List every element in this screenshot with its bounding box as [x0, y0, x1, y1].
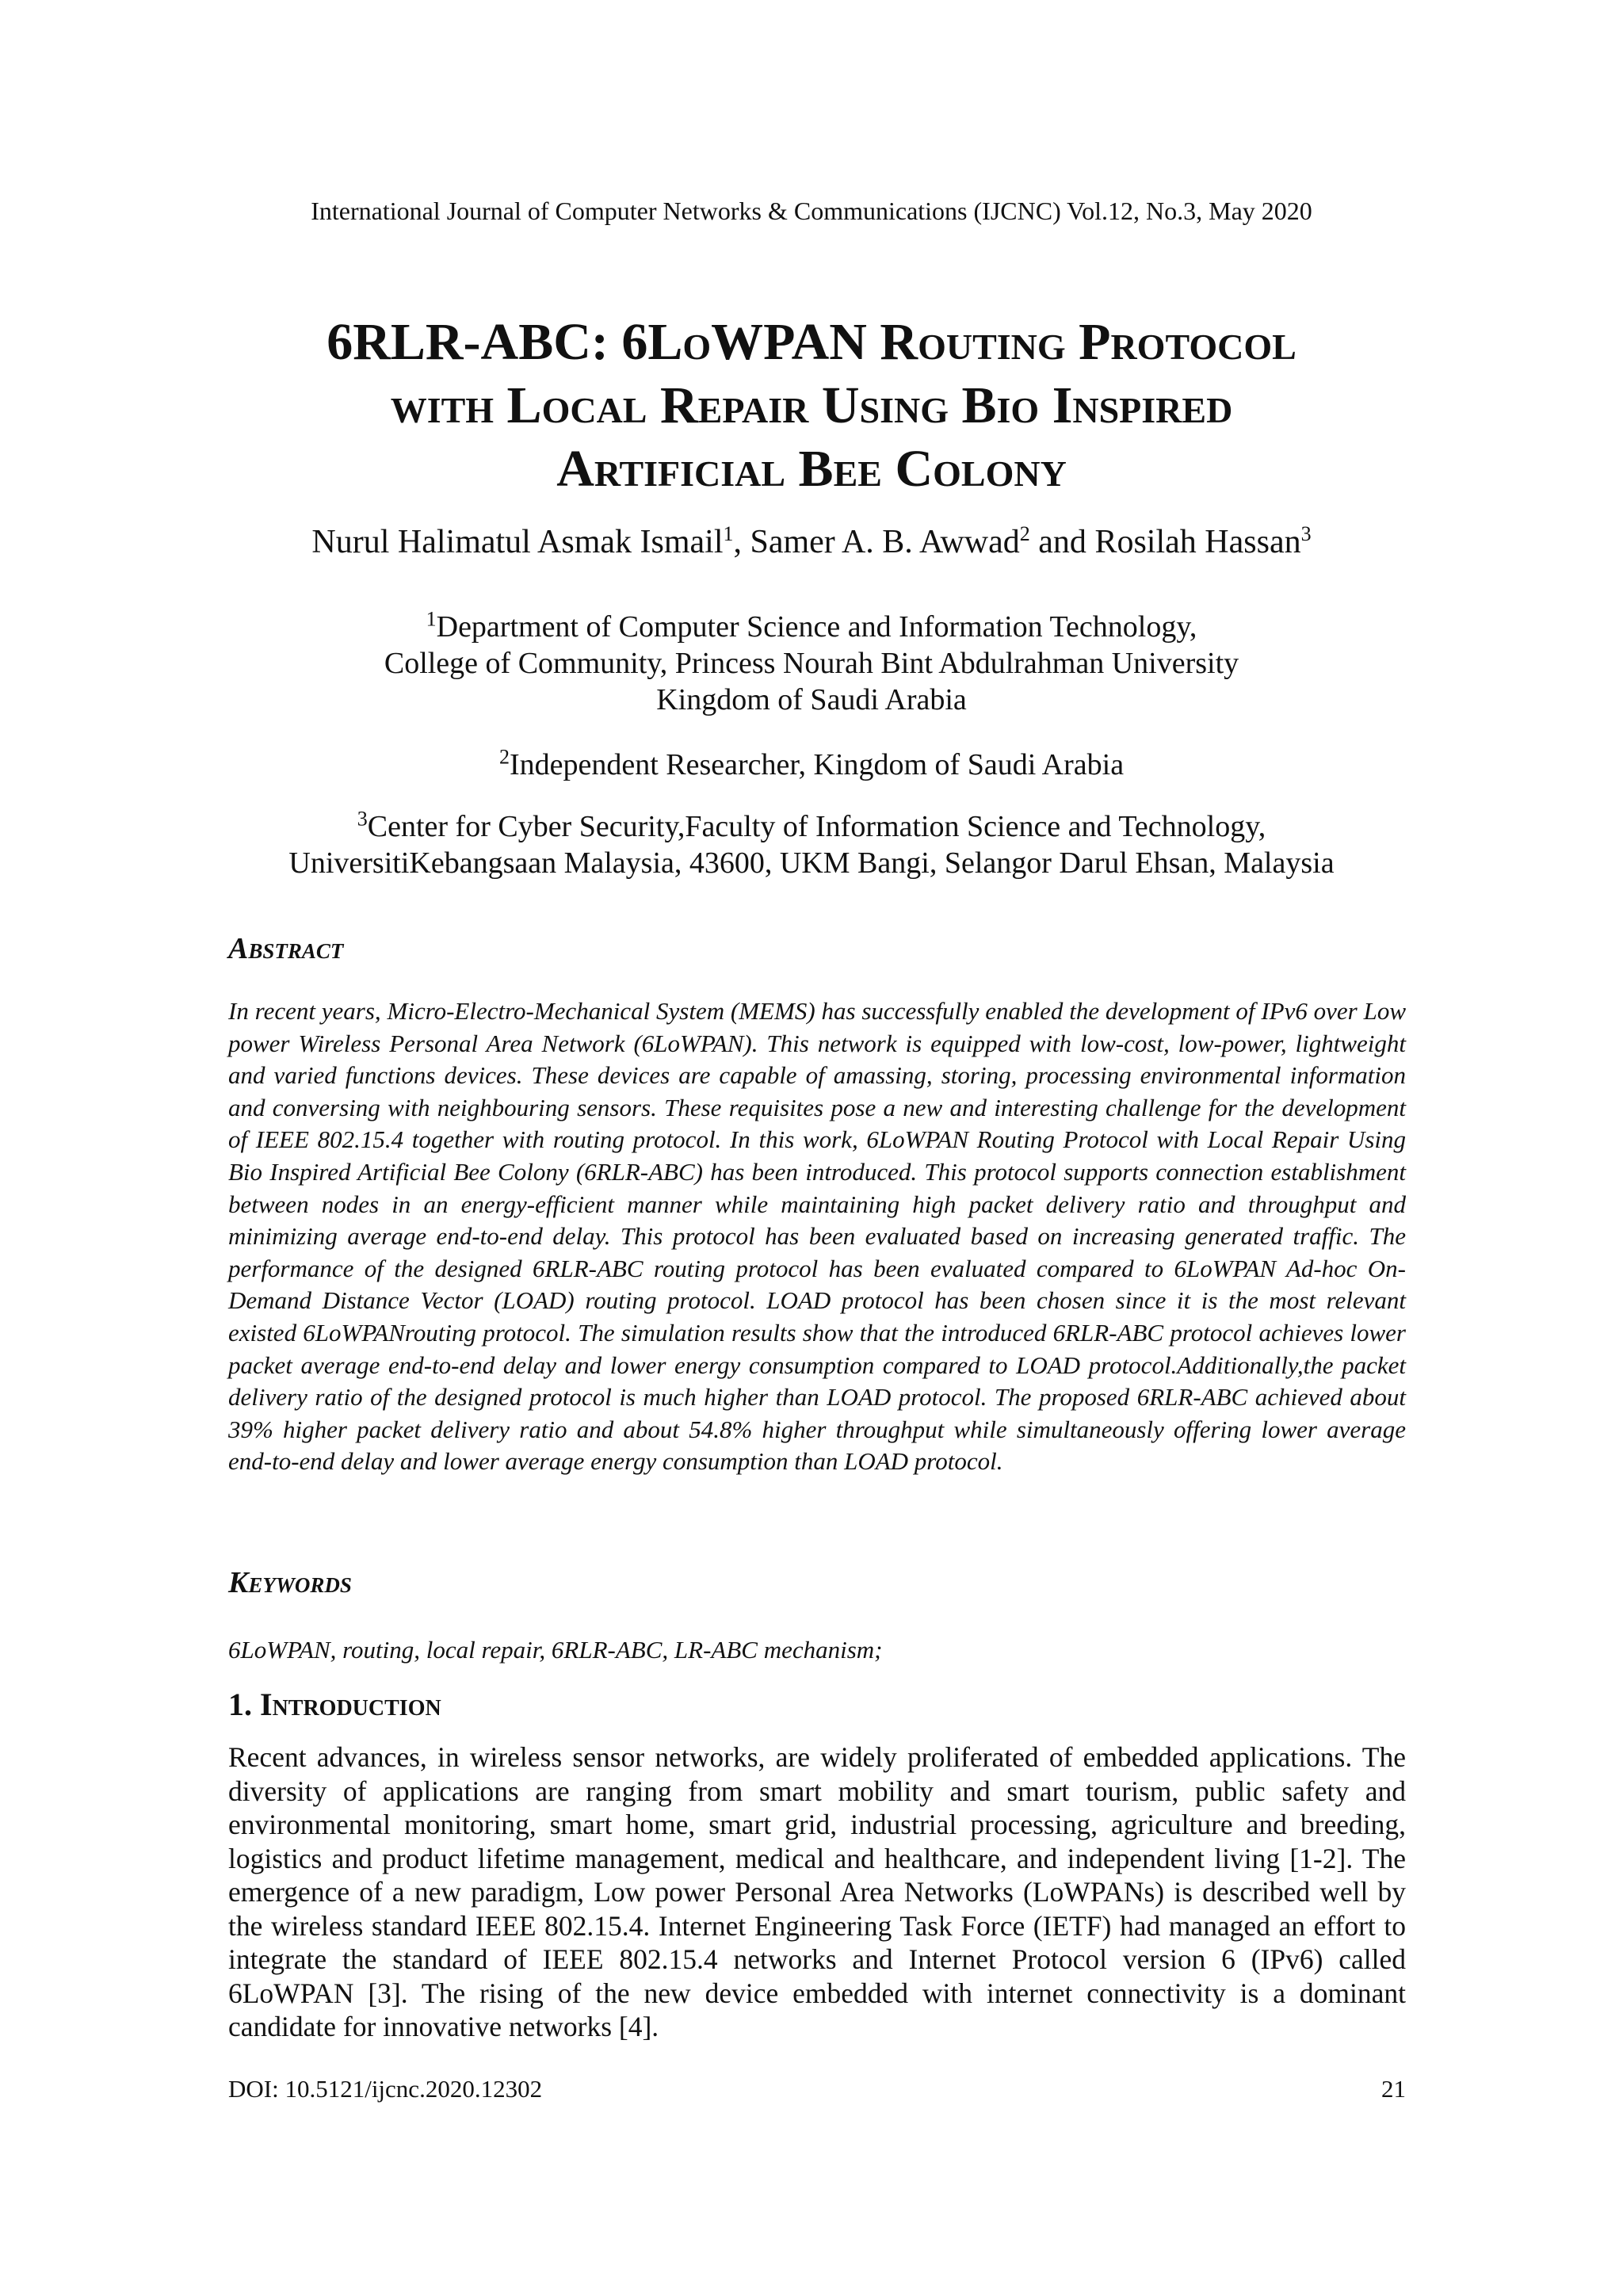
affiliation-1	[0, 609, 1623, 718]
affiliation-2-text: Independent Researcher, Kingdom of Saudi Arabia	[509, 748, 1125, 781]
affiliation-3-line-2: UniversitiKebangsaan Malaysia, 43600, UKM Bangi, Selangor Darul Ehsan, Malaysia	[288, 846, 1335, 880]
abstract-text: In recent years, Micro-Electro-Mechanical System (MEMS) has successfully enabled the development of IPv6 over Low power Wireless Personal Area Network (6LoWPAN). This network is equipped with low-cost, low-power, lightweight and varied functions devices. These devices are capable of amassing, storing, processing environmental information and conversing with neighbouring sensors. These requisites pose a new and interesting challenge for the development of IEEE 802.15.4 together with routing protocol. In this work, 6LoWPAN Routing Protocol with Local Repair Using Bio Inspired Artificial Bee Colony (6RLR-ABC) has been introduced. This protocol supports connection establishment between nodes in an energy-efficient manner while maintaining high packet delivery ratio and throughput and minimizing average end-to-end delay. This protocol has been evaluated based on increasing generated traffic. The performance of the designed 6RLR-ABC routing protocol has been evaluated compared to 6LoWPAN Ad-hoc On-Demand Distance Vector (LOAD) routing protocol. LOAD protocol has been chosen since it is the most relevant existed 6LoWPANrouting protocol. The simulation results show that the introduced 6RLR-ABC protocol achieves lower packet average end-to-end delay and lower energy consumption compared to LOAD protocol.Additionally,the packet delivery ratio of the designed protocol is much higher than LOAD protocol. The proposed 6RLR-ABC achieved about 39% higher packet delivery ratio and about 54.8% higher throughput while simultaneously offering lower average end-to-end delay and lower average energy consumption than LOAD protocol.	[228, 997, 1406, 1476]
author-3: Rosilah Hassan	[1094, 524, 1301, 560]
affiliation-3-mark: 3	[357, 807, 368, 831]
affiliation-2-line-1	[0, 747, 1623, 783]
affiliation-2	[0, 747, 1623, 783]
author-list	[0, 521, 1623, 563]
running-header: International Journal of Computer Networks & Communications (IJCNC) Vol.12, No.3, May 2020	[311, 197, 1312, 225]
author-2-affil-mark: 2	[1019, 522, 1030, 545]
author-separator: ,	[733, 524, 750, 560]
affiliation-1-mark: 1	[426, 607, 437, 631]
affiliation-1-line-3: Kingdom of Saudi Arabia	[656, 683, 967, 716]
author-2: Samer A. B. Awwad	[750, 524, 1020, 560]
affiliation-3-dept: Center for Cyber Security,Faculty of Information Science and Technology,	[367, 810, 1266, 843]
author-3-affil-mark: 3	[1300, 522, 1312, 545]
author-1-affil-mark: 1	[723, 522, 734, 545]
keywords-text: 6LoWPAN, routing, local repair, 6RLR-ABC, LR-ABC mechanism;	[228, 1636, 883, 1664]
affiliation-3-line-1	[0, 808, 1623, 845]
introduction-heading: 1. Introduction	[228, 1687, 441, 1722]
affiliation-3	[0, 808, 1623, 881]
paper-title	[198, 311, 1425, 501]
paper-title-line-2: with Local Repair Using Bio Inspired	[390, 376, 1233, 434]
keywords-heading: Keywords	[228, 1566, 352, 1599]
author-separator: and	[1029, 524, 1095, 560]
affiliation-1-line-2: College of Community, Princess Nourah Bint Abdulrahman University	[384, 647, 1239, 680]
introduction-text: Recent advances, in wireless sensor networks, are widely proliferated of embedded applications. The diversity of applications are ranging from smart mobility and smart tourism, public safety and environmental monitoring, smart home, smart grid, industrial processing, agriculture and breeding, logistics and product lifetime management, medical and healthcare, and independent living [1-2]. The emergence of a new paradigm, Low power Personal Area Networks (LoWPANs) is described well by the wireless standard IEEE 802.15.4. Internet Engineering Task Force (IETF) had managed an effort to integrate the standard of IEEE 802.15.4 networks and Internet Protocol version 6 (IPv6) called 6LoWPAN [3]. The rising of the new device embedded with internet connectivity is a dominant candidate for innovative networks [4].	[228, 1741, 1406, 2042]
paper-title-line-1: 6RLR-ABC: 6LoWPAN Routing Protocol	[327, 313, 1296, 371]
abstract-heading: Abstract	[228, 932, 344, 965]
page-number: 21	[1381, 2075, 1406, 2103]
author-1: Nurul Halimatul Asmak Ismail	[311, 524, 724, 560]
paper-title-line-3: Artificial Bee Colony	[556, 440, 1067, 498]
affiliation-1-dept: Department of Computer Science and Information Technology,	[436, 610, 1197, 644]
affiliation-1-line-1	[0, 609, 1623, 645]
affiliation-2-mark: 2	[498, 745, 510, 769]
footer-doi: DOI: 10.5121/ijcnc.2020.12302	[228, 2075, 543, 2103]
